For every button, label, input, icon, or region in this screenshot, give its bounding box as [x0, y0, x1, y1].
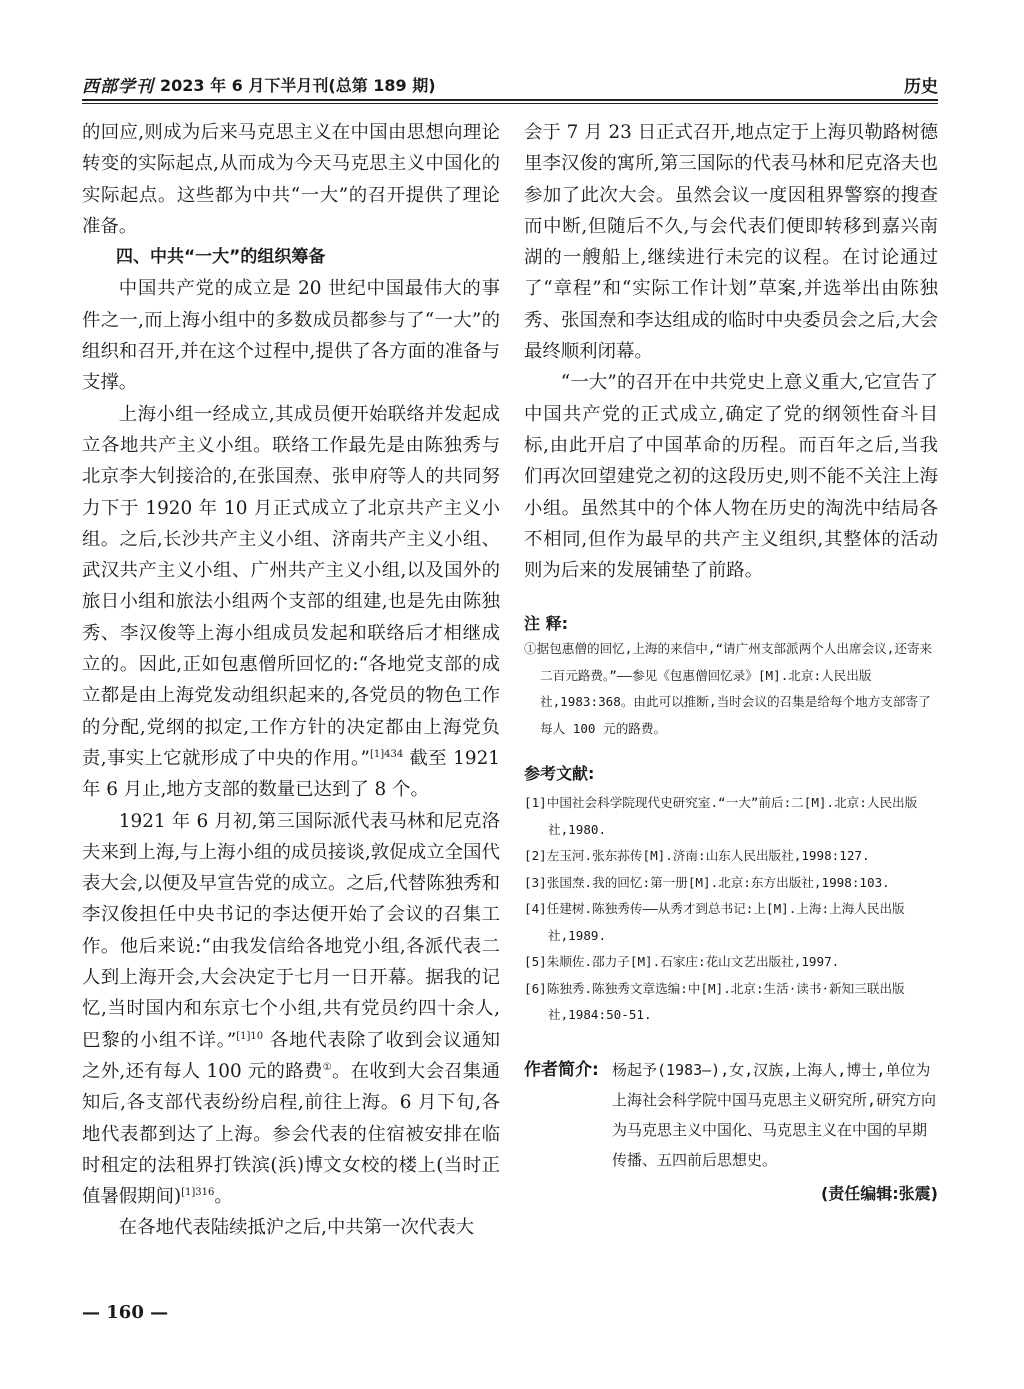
paragraph-text: 上海小组一经成立,其成员便开始联络并发起成立各地共产主义小组。联络工作最先是由陈独秀与北京李大钊接洽的,在张国焘、张申府等人的共同努力下于 1920 年 10 月正式成立了北京共产主义小组。之后,长沙共产主义小组、济南共产主义小组、武汉共产主义小组、广州共产主义小组,以及国外的旅日小组和旅法小组两个支部的组建,也是先由陈独秀、李汉俊等上海小组成员发起和联络后才相继成立的。因此,正如包惠僧所回忆的:“各地党支部的成立都是由上海党发动组织起来的,各党员的物色工作的分配,党纲的拟定,工作方针的决定都由上海党负责,事实上它就形成了中央的作用。”: [82, 403, 500, 769]
page-number: — 160 —: [82, 1302, 169, 1323]
paragraph: “一大”的召开在中共党史上意义重大,它宣告了中国共产党的正式成立,确定了党的纲领性奋斗目标,由此开启了中国革命的历程。而百年之后,当我们再次回望建党之初的这段历史,则不能不关注上海小组。虽然其中的个体人物在历史的淘洗中结局各不相同,但作为最早的共产主义组织,其整体的活动则为后来的发展铺垫了前路。: [524, 372, 938, 582]
notes-heading: 注 释:: [524, 614, 568, 634]
paragraph-text: 。在收到大会召集通知后,各支部代表纷纷启程,前往上海。6 月下旬,各地代表都到达了上海。参会代表的住宿被安排在临时租定的法租界打铁滨(浜)博文女校的楼上(当时正值暑假期间): [82, 1060, 500, 1208]
paragraph: [82, 399, 500, 806]
paragraph: 中国共产党的成立是 20 世纪中国最伟大的事件之一,而上海小组中的多数成员都参与了“一大”的组织和召开,并在这个过程中,提供了各方面的准备与支撑。: [82, 278, 500, 394]
author-text: 杨起予(1983—),女,汉族,上海人,博士,单位为上海社会科学院中国马克思主义研究所,研究方向为马克思主义中国化、马克思主义在中国的早期传播、五四前后思想史。: [612, 1060, 937, 1169]
footnote: ①据包惠僧的回忆,上海的来信中,“请广州支部派两个人出席会议,还寄来二百元路费。”——参见《包惠僧回忆录》[M].北京:人民出版社,1983:368。由此可以推断,当时会议的召集是给每个地方支部寄了每人 100 元的路费。: [524, 641, 933, 736]
reference-list: [524, 790, 938, 1029]
issue-info: 2023 年 6 月下半月刊(总第 189 期): [160, 76, 436, 95]
author-bio: [524, 1055, 938, 1175]
paragraph: 在各地代表陆续抵沪之后,中共第一次代表大: [118, 1217, 475, 1239]
section-name: 历史: [904, 77, 938, 97]
right-column: [524, 117, 938, 1209]
page-header: [82, 72, 938, 100]
footnote-marker: ①: [322, 1061, 332, 1073]
citation: [1]434: [369, 748, 404, 760]
paragraph: 的回应,则成为后来马克思主义在中国由思想向理论转变的实际起点,从而成为今天马克思主义中国化的实际起点。这些都为中共“一大”的召开提供了理论准备。: [82, 122, 500, 237]
left-column: [82, 117, 500, 1244]
header-rule-thin: [82, 103, 938, 104]
paragraph-text: 。: [214, 1186, 233, 1208]
citation: [1]316: [181, 1186, 215, 1198]
references-heading: 参考文献:: [524, 764, 595, 784]
paragraph-text: 截至 1921 年 6 月止,地方支部的数量已达到了 8 个。: [82, 747, 500, 801]
reference-item: [5]朱顺佐.邵力子[M].石家庄:花山文艺出版社,1997.: [524, 954, 840, 970]
reference-item: [4]任建树.陈独秀传——从秀才到总书记:上[M].上海:上海人民出版社,1989.: [524, 901, 905, 943]
paragraph: [82, 806, 500, 1213]
paragraph-text: 1921 年 6 月初,第三国际派代表马林和尼克洛夫来到上海,与上海小组的成员接谈,敦促成立全国代表大会,以便及早宣告党的成立。之后,代替陈独秀和李汉俊担任中央书记的李达便开始了会议的召集工作。他后来说:“由我发信给各地党小组,各派代表二人到上海开会,大会决定于七月一日开幕。据我的记忆,当时国内和东京七个小组,共有党员约四十余人,巴黎的小组不详。”: [82, 810, 500, 1051]
author-label: 作者简介:: [524, 1059, 599, 1080]
header-rule: [82, 99, 938, 101]
section-heading: 四、中共“一大”的组织筹备: [116, 247, 326, 268]
citation: [1]10: [236, 1030, 264, 1042]
paragraph-text: 各地代表除了收到会议通知之外,还有每人 100 元的路费: [82, 1029, 500, 1082]
reference-item: [1]中国社会科学院现代史研究室.“一大”前后:二[M].北京:人民出版社,1980.: [524, 795, 918, 837]
journal-logo: 西部学刊: [82, 77, 154, 97]
reference-item: [2]左玉河.张东荪传[M].济南:山东人民出版社,1998:127.: [524, 848, 870, 864]
reference-item: [3]张国焘.我的回忆:第一册[M].北京:东方出版社,1998:103.: [524, 874, 890, 890]
reference-item: [6]陈独秀.陈独秀文章选编:中[M].北京:生活·读书·新知三联出版社,1984:50-51.: [524, 980, 905, 1023]
responsible-editor: (责任编辑:张震): [820, 1183, 938, 1203]
paragraph: 会于 7 月 23 日正式召开,地点定于上海贝勒路树德里李汉俊的寓所,第三国际的代表马林和尼克洛夫也参加了此次大会。虽然会议一度因租界警察的搜查而中断,但随后不久,与会代表们便即转移到嘉兴南湖的一艘船上,继续进行未完的议程。在讨论通过了“章程”和“实际工作计划”草案,并选举出由陈独秀、张国焘和李达组成的临时中央委员会之后,大会最终顺利闭幕。: [524, 122, 938, 363]
